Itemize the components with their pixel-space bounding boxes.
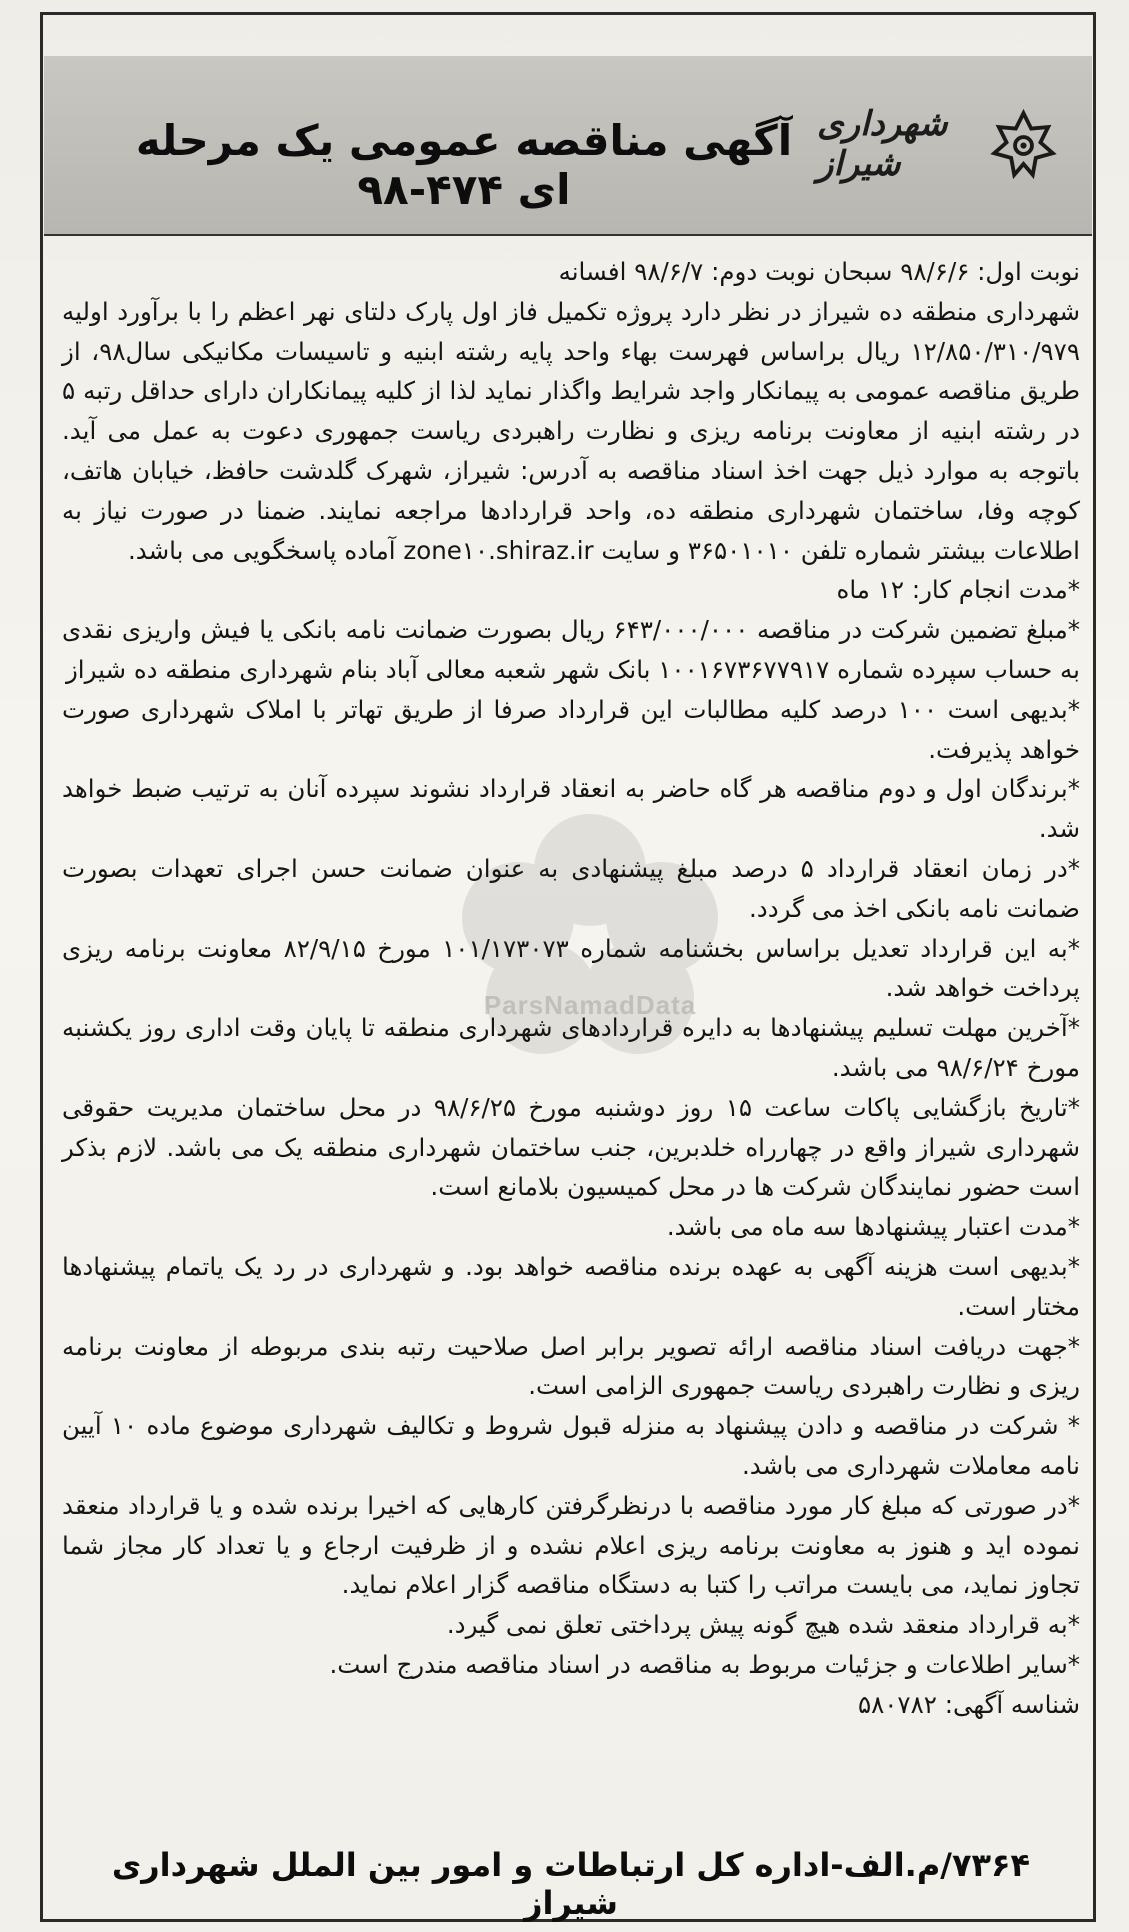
notice-paragraph: *مبلغ تضمین شرکت در مناقصه ۶۴۳/۰۰۰/۰۰۰ ریال بصورت ضمانت نامه بانکی یا فیش واریزی نقدی به حساب سپرده شماره ۱۰۰۱۶۷۳۶۷۷۹۱۷ بانک شهر شعبه معالی آباد بنام شهرداری منطقه ده شیراز (62, 615, 1080, 684)
notice-paragraph: *بدیهی است هزینه آگهی به عهده برنده مناقصه خواهد بود. و شهرداری در رد یک یاتمام پیشنهادها مختار است. (62, 1251, 1080, 1321)
notice-paragraph: شناسه آگهی: ۵۸۰۷۸۲ (857, 1689, 1080, 1719)
notice-footer: ۷۳۶۴/م.الف-اداره کل ارتباطات و امور بین الملل شهرداری شیراز (111, 1846, 1031, 1922)
notice-paragraph: *مدت اعتبار پیشنهادها سه ماه می باشد. (666, 1212, 1080, 1242)
notice-paragraph: *جهت دریافت اسناد مناقصه ارائه تصویر برابر اصل صلاحیت رتبه بندی مربوطه از معاونت برنامه ریزی و نظارت راهبردی ریاست جمهوری الزامی است. (62, 1331, 1080, 1401)
notice-paragraph: شهرداری منطقه ده شیراز در نظر دارد پروژه تکمیل فاز اول پارک دلتای نهر اعظم را با برآورد اولیه ۱۲/۸۵۰/۳۱۰/۹۷۹ ریال براساس فهرست بهاء واحد پایه رشته ابنیه و تاسیسات مکانیکی سال۹۸، از طریق مناقصه عمومی به پیمانکار واجد شرایط واگذار نماید لذا از کلیه پیمانکاران دارای حداقل رتبه ۵ در رشته ابنیه از معاونت برنامه ریزی و نظارت راهبردی ریاست جمهوری دعوت به عمل می آید. باتوجه به موارد ذیل جهت اخذ اسناد مناقصه به آدرس: شیراز، شهرک گلدشت حافظ، خیابان هاتف، کوچه وفا، ساختمان شهرداری منطقه ده، واحد قراردادها مراجعه نمایند. ضمنا در صورت نیاز به اطلاعات بیشتر شماره تلفن ۳۶۵۰۱۰۱۰ و سایت zone۱۰.shiraz.ir آماده پاسخگویی می باشد. (62, 296, 1080, 565)
notice-paragraph: *مدت انجام کار: ۱۲ ماه (836, 575, 1080, 605)
watermark-brand: ParsNamadData (483, 990, 697, 1020)
notice-paragraph: *در زمان انعقاد قرارداد ۵ درصد مبلغ پیشنهادی به عنوان ضمانت حسن اجرای تعهدات بصورت ضمانت نامه بانکی اخذ می گردد. (62, 853, 1081, 923)
notice-paragraph: *بدیهی است ۱۰۰ درصد کلیه مطالبات این قرارداد صرفا از طریق تهاتر با املاک شهرداری صورت خواهد پذیرفت. (62, 694, 1080, 764)
logo-text: شهرداری شیراز (817, 104, 948, 184)
notice-paragraph: *سایر اطلاعات و جزئیات مربوط به مناقصه در اسناد مناقصه مندرج است. (329, 1649, 1080, 1679)
notice-paragraph: *تاریخ بازگشایی پاکات ساعت ۱۵ روز دوشنبه مورخ ۹۸/۶/۲۵ در محل ساختمان مدیریت حقوقی شهرداری شیراز واقع در چهارراه خلدبرین، جنب ساختمان شهرداری منطقه یک می باشد. لازم بذکر است حضور نمایندگان شرکت ها در محل کمیسیون بلامانع است. (62, 1092, 1081, 1202)
notice-title: آگهی مناقصه عمومی یک مرحله ای ۴۷۴-۹۸ (135, 116, 793, 214)
notice-paragraph: *آخرین مهلت تسلیم پیشنهادها به دایره قراردادهای شهرداری منطقه تا پایان وقت اداری روز یکشنبه مورخ ۹۸/۶/۲۴ می باشد. (62, 1013, 1080, 1082)
notice-paragraph: *به این قرارداد تعدیل براساس بخشنامه شماره ۱۰۱/۱۷۳۰۷۳ مورخ ۸۲/۹/۱۵ معاونت برنامه ریزی پرداخت خواهد شد. (62, 933, 1080, 1003)
notice-body (62, 252, 1080, 1832)
notice-paragraph: *در صورتی که مبلغ کار مورد مناقصه با درنظرگرفتن کارهایی که اخیرا برنده شده و یا قرارداد منعقد نموده اید و هنوز به معاونت برنامه ریزی اعلام نشده و از ظرفیت ارجاع و یا تعداد کار مجاز شما تجاوز نماید، می بایست مراتب را کتبا به دستگاه مناقصه گزار اعلام نماید. (62, 1490, 1080, 1600)
notice-paragraph: نوبت اول: ۹۸/۶/۶ سبحان نوبت دوم: ۹۸/۶/۷ افسانه (558, 257, 1080, 286)
notice-paragraph: *برندگان اول و دوم مناقصه هر گاه حاضر به انعقاد قرارداد نشوند سپرده آنان به ترتیب ضبط خواهد شد. (62, 774, 1080, 844)
notice-paragraph: * شرکت در مناقصه و دادن پیشنهاد به منزله قبول شروط و تکالیف شهرداری موضوع ماده ۱۰ آیین نامه معاملات شهرداری می باشد. (62, 1411, 1080, 1480)
notice-paragraph: *به قرارداد منعقد شده هیچ گونه پیش پرداختی تعلق نمی گیرد. (446, 1610, 1080, 1640)
notice-header (44, 56, 1092, 236)
flower-emblem-icon (985, 89, 1062, 199)
municipality-logo (817, 74, 1062, 214)
